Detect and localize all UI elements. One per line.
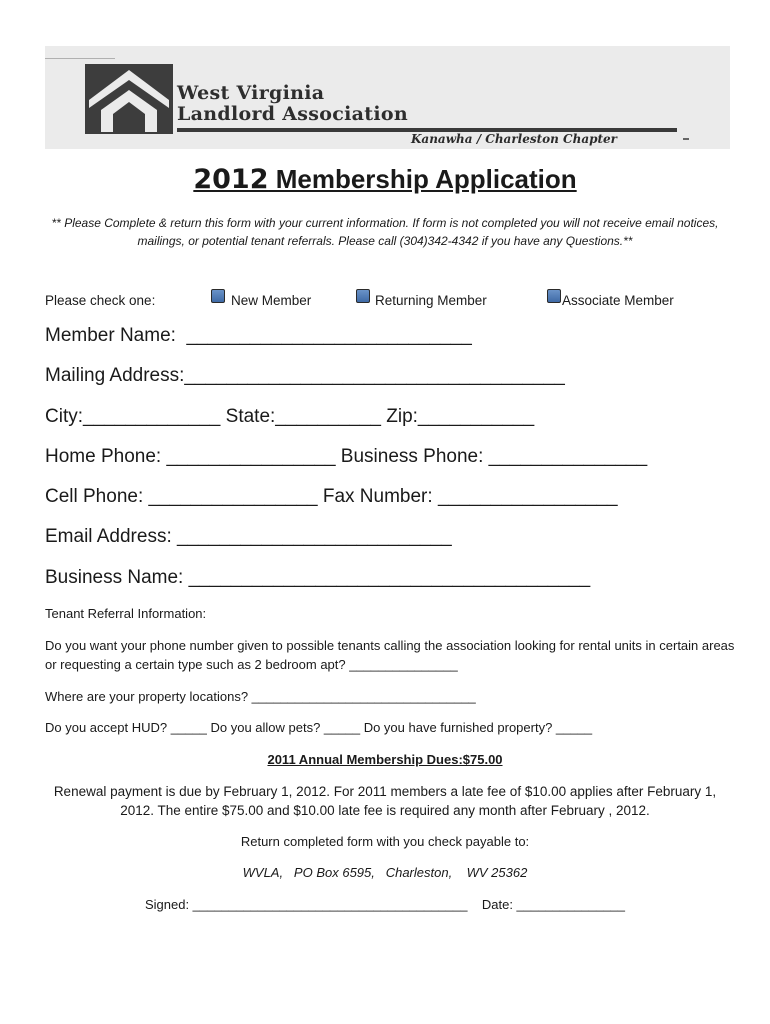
new-member-checkbox[interactable] [211, 289, 225, 303]
renewal-text: Renewal payment is due by February 1, 2012. For 2011 members a late fee of $10.00 applies after February 1, 2012. The entire $75.00 and $10.00 late fee is required any month after February , 2012. [53, 784, 717, 818]
phone-fields[interactable]: Home Phone: ________________ Business Phone: _______________ [45, 446, 648, 467]
returning-member-label: Returning Member [375, 293, 487, 308]
org-name-line2: Landlord Association [177, 103, 408, 125]
chapter-name: Kanawha / Charleston Chapter [411, 132, 617, 146]
mailing-address-field[interactable]: Mailing Address:____________________________________ [45, 365, 565, 386]
title-year: 2012 [193, 164, 269, 195]
signature-date-line[interactable]: Signed: ______________________________________ Date: _______________ [144, 897, 626, 912]
instructions-note: ** Please Complete & return this form with your current information. If form is not completed you will not receive email notices, mailings, or potential tenant referrals. Please call (304)342-4342 if you have any Questions.** [51, 216, 719, 248]
org-name-line1: West Virginia [177, 82, 325, 104]
scan-artifact [45, 58, 115, 59]
mailing-address-wvla: WVLA, PO Box 6595, Charleston, WV 25362 [242, 865, 528, 880]
referral-question-hud-pets[interactable]: Do you accept HUD? _____ Do you allow pets? _____ Do you have furnished property? _____ [45, 720, 593, 735]
referral-question-phone[interactable]: Do you want your phone number given to possible tenants calling the association looking for rental units in certain areas or requesting a certain type such as 2 bedroom apt? _______________ [45, 638, 735, 672]
return-instructions: Return completed form with you check payable to: [240, 834, 530, 849]
associate-member-label: Associate Member [562, 293, 674, 308]
city-state-zip-field[interactable]: City:_____________ State:__________ Zip:___________ [45, 406, 535, 427]
email-field[interactable]: Email Address: __________________________ [45, 526, 452, 547]
membership-type-label: Please check one: [45, 293, 156, 308]
new-member-label: New Member [231, 293, 312, 308]
header-banner [45, 46, 730, 149]
member-name-field[interactable]: Member Name: ___________________________ [45, 325, 472, 346]
header-dash [683, 138, 689, 140]
returning-member-checkbox[interactable] [356, 289, 370, 303]
referral-question-locations[interactable]: Where are your property locations? _______________________________ [45, 689, 476, 704]
associate-member-checkbox[interactable] [547, 289, 561, 303]
dues-heading: 2011 Annual Membership Dues:$75.00 [267, 752, 503, 767]
cell-fax-fields[interactable]: Cell Phone: ________________ Fax Number: _________________ [45, 486, 618, 507]
referral-heading: Tenant Referral Information: [45, 606, 207, 621]
house-logo-icon [83, 60, 175, 136]
page-title [0, 164, 770, 195]
business-name-field[interactable]: Business Name: ______________________________________ [45, 567, 591, 588]
title-text: Membership Application [268, 164, 577, 194]
